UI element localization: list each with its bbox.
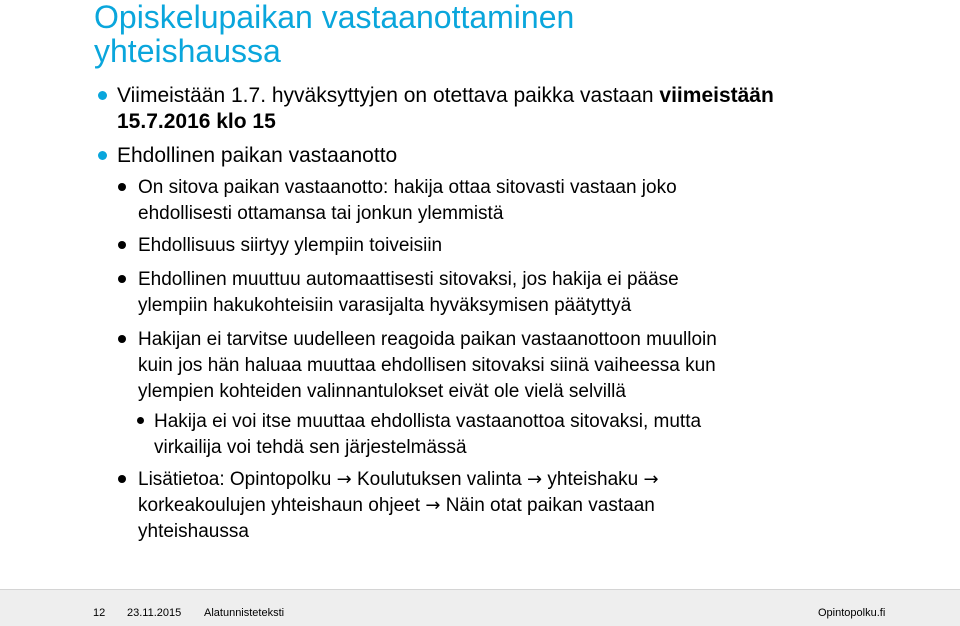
- title-line-2: yhteishaussa: [94, 33, 281, 69]
- bullet-dot: [98, 151, 107, 160]
- sub-bullet-dot: [118, 335, 126, 343]
- link-opintopolku[interactable]: Lisätietoa: Opintopolku: [138, 469, 332, 490]
- arrow-right-icon: →: [527, 469, 543, 490]
- title-line-1: Opiskelupaikan vastaanottaminen: [94, 0, 575, 35]
- footer-brand: Opintopolku.fi: [818, 607, 886, 619]
- link-ohjeet[interactable]: korkeakoulujen yhteishaun ohjeet: [138, 495, 421, 516]
- line: virkailija voi tehdä sen järjestelmässä: [154, 437, 467, 458]
- footer-date: 23.11.2015: [127, 607, 182, 619]
- link-yhteishaku[interactable]: yhteishaku: [547, 469, 639, 490]
- sub-bullet-dot: [118, 475, 126, 483]
- arrow-right-icon: →: [425, 495, 441, 516]
- line: Ehdollinen muuttuu automaattisesti sitovaksi, jos hakija ei pääse: [138, 269, 679, 290]
- link-nain-otat[interactable]: Näin otat paikan vastaan: [445, 495, 655, 516]
- line: Hakijan ei tarvitse uudelleen reagoida paikan vastaanottoon muulloin: [138, 329, 717, 350]
- deadline-date: 15.7.2016 klo 15: [117, 110, 276, 133]
- sub-bullet-binding: [138, 175, 898, 227]
- bullet-conditional: Ehdollinen paikan vastaanotto: [117, 144, 398, 167]
- line: Hakija ei voi itse muuttaa ehdollista vastaanottoa sitovaksi, mutta: [154, 411, 702, 432]
- deadline-bold: viimeistään: [659, 84, 774, 107]
- arrow-right-icon: →: [643, 469, 659, 490]
- bullet-deadline: [117, 83, 917, 135]
- link-koulutuksen-valinta[interactable]: Koulutuksen valinta: [356, 469, 522, 490]
- line: ylempien kohteiden valinnantulokset eivät ole vielä selvillä: [138, 381, 626, 402]
- footer-text: Alatunnisteteksti: [204, 607, 285, 619]
- sub-bullet-transfer: Ehdollisuus siirtyy ylempiin toiveisiin: [138, 235, 443, 256]
- arrow-right-icon: →: [336, 469, 352, 490]
- slide-footer: [0, 589, 960, 626]
- bullet-dot: [98, 91, 107, 100]
- line: On sitova paikan vastaanotto: hakija ottaa sitovasti vastaan joko: [138, 177, 677, 198]
- subsub-bullet-official: [154, 409, 894, 461]
- deadline-text: Viimeistään 1.7. hyväksyttyjen on otettava paikka vastaan: [117, 84, 660, 107]
- sub-bullet-dot: [118, 183, 126, 191]
- line: ylempiin hakukohteisiin varasijalta hyväksymisen päätyttyä: [138, 295, 632, 316]
- sub-bullet-automatic: [138, 267, 898, 319]
- sub-bullet-no-reaction: [138, 327, 898, 405]
- subsub-bullet-dot: [137, 417, 144, 424]
- slide-title: [94, 0, 934, 68]
- link-yhteishaussa[interactable]: yhteishaussa: [138, 521, 249, 542]
- line: kuin jos hän haluaa muuttaa ehdollisen sitovaksi siinä vaiheessa kun: [138, 355, 716, 376]
- sub-bullet-dot: [118, 241, 126, 249]
- page-number: 12: [93, 607, 106, 619]
- sub-bullet-dot: [118, 275, 126, 283]
- sub-bullet-more-info: [138, 467, 898, 545]
- line: ehdollisesti ottamansa tai jonkun ylemmistä: [138, 203, 504, 224]
